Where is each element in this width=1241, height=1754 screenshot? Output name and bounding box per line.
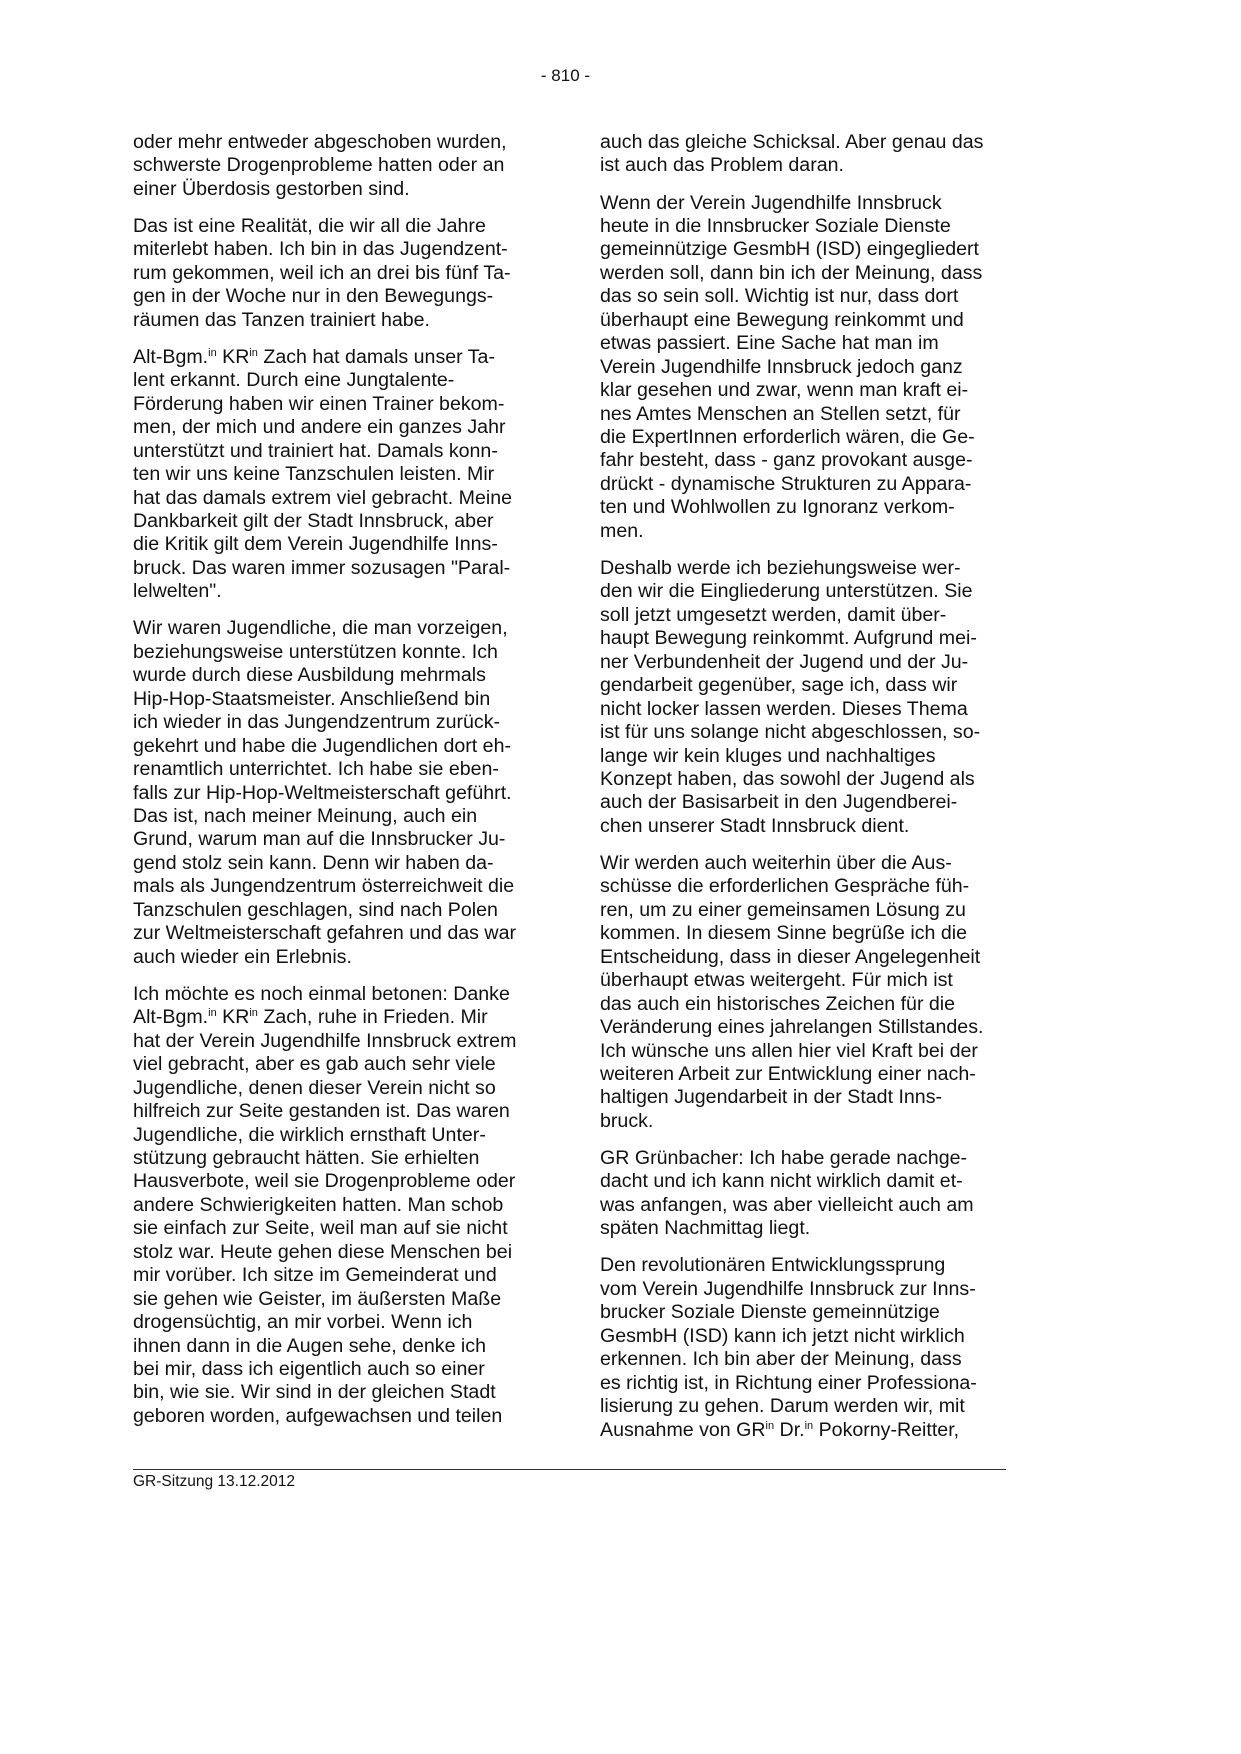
page-number: - 810 -	[540, 66, 591, 85]
text-line: zur Weltmeisterschaft gefahren und das war	[133, 922, 516, 945]
text-line: Den revolutionären Entwicklungssprung	[600, 1254, 946, 1277]
text-line: heute in die Innsbrucker Soziale Dienste	[600, 214, 951, 237]
text-line: Hip-Hop-Staatsmeister. Anschließend bin	[133, 687, 491, 710]
footer-session-date: GR-Sitzung 13.12.2012	[133, 1473, 295, 1490]
text-line: Ich wünsche uns allen hier viel Kraft bei der	[600, 1039, 978, 1062]
text-line: Dankbarkeit gilt der Stadt Innsbruck, aber	[133, 509, 494, 532]
text-line: Entscheidung, dass in dieser Angelegenheit	[600, 945, 981, 968]
text-line: den wir die Eingliederung unterstützen. Sie	[600, 580, 973, 603]
text-line: wurde durch diese Ausbildung mehrmals	[133, 664, 486, 687]
text-line: men.	[600, 519, 644, 542]
text-line: gend stolz sein kann. Denn wir haben da-	[133, 851, 494, 874]
text-line: vom Verein Jugendhilfe Innsbruck zur Inns-	[600, 1277, 976, 1300]
text-line: lange wir kein kluges und nachhaltiges	[600, 744, 936, 767]
text-line: werden soll, dann bin ich der Meinung, dass	[600, 261, 983, 284]
text-segment: Zach hat damals unser Ta-	[257, 345, 495, 368]
text-line: ner Verbundenheit der Jugend und der Ju-	[600, 650, 969, 673]
text-line: gen in der Woche nur in den Bewegungs-	[133, 285, 494, 308]
paragraph	[133, 215, 538, 332]
text-line: bin, wie sie. Wir sind in der gleichen Stadt	[133, 1381, 496, 1404]
text-line: lelwelten".	[133, 580, 222, 603]
footer-divider	[133, 1469, 1006, 1470]
text-line: mir vorüber. Ich sitze im Gemeinderat und	[133, 1264, 497, 1287]
text-line	[600, 1419, 1010, 1442]
text-line: andere Schwierigkeiten hatten. Man schob	[133, 1193, 504, 1216]
text-segment: Ausnahme von GR	[600, 1418, 766, 1441]
text-line: Das ist, nach meiner Meinung, auch ein	[133, 805, 478, 828]
text-line: ist auch das Problem daran.	[600, 154, 844, 177]
text-line: kommen. In diesem Sinne begrüße ich die	[600, 922, 968, 945]
text-line: gendarbeit gegenüber, sage ich, dass wir	[600, 674, 958, 697]
text-line: soll jetzt umgesetzt werden, damit über-	[600, 603, 947, 626]
paragraph	[600, 1254, 1010, 1442]
text-line: GR Grünbacher: Ich habe gerade nachge-	[600, 1146, 968, 1169]
text-line: das auch ein historisches Zeichen für die	[600, 992, 956, 1015]
text-line: es richtig ist, in Richtung einer Professiona-	[600, 1371, 977, 1394]
text-line	[133, 1006, 538, 1029]
text-line: lisierung zu gehen. Darum werden wir, mit	[600, 1395, 965, 1418]
text-line: weiteren Arbeit zur Entwicklung einer nach-	[600, 1063, 976, 1085]
text-line: klar gesehen und zwar, wenn man kraft ei-	[600, 379, 969, 402]
text-line	[133, 346, 538, 369]
text-line: Deshalb werde ich beziehungsweise wer-	[600, 556, 961, 579]
superscript: in	[208, 346, 217, 359]
text-line: ren, um zu einer gemeinsamen Lösung zu	[600, 898, 966, 921]
text-line: Jugendliche, denen dieser Verein nicht so	[133, 1076, 496, 1099]
text-line: ihnen dann in die Augen sehe, denke ich	[133, 1334, 486, 1357]
text-line: nicht locker lassen werden. Dieses Thema	[600, 697, 968, 720]
superscript: in	[208, 1007, 217, 1020]
text-line: späten Nachmittag liegt.	[600, 1217, 811, 1240]
text-line: ten und Wohlwollen zu Ignoranz verkom-	[600, 496, 955, 519]
text-line: Tanzschulen geschlagen, sind nach Polen	[133, 898, 498, 921]
text-line: Wir werden auch weiterhin über die Aus-	[600, 851, 952, 874]
text-line: lent erkannt. Durch eine Jungtalente-	[133, 369, 455, 392]
superscript: in	[249, 1007, 258, 1020]
text-line: schüsse die erforderlichen Gespräche füh-	[600, 875, 970, 898]
text-line: ist für uns solange nicht abgeschlossen, so-	[600, 721, 981, 744]
text-line: einer Überdosis gestorben sind.	[133, 177, 410, 200]
text-line: drückt - dynamische Strukturen zu Appara-	[600, 472, 972, 495]
paragraph	[600, 192, 1010, 544]
text-segment: Dr.	[774, 1418, 805, 1441]
paragraph	[133, 346, 538, 604]
text-line: die Kritik gilt dem Verein Jugendhilfe Inns-	[133, 533, 498, 556]
text-line: oder mehr entweder abgeschoben wurden,	[133, 131, 507, 153]
text-line: rum gekommen, weil ich an drei bis fünf Ta-	[133, 261, 511, 284]
text-line: schwerste Drogenprobleme hatten oder an	[133, 154, 505, 177]
superscript: in	[249, 346, 258, 359]
text-line: renamtlich unterrichtet. Ich habe sie eben-	[133, 758, 499, 781]
text-line: ich wieder in das Jungendzentrum zurück-	[133, 711, 501, 734]
text-line: sie einfach zur Seite, weil man auf sie nicht	[133, 1217, 508, 1240]
text-line: bei mir, dass ich eigentlich auch so einer	[133, 1358, 485, 1381]
text-line: ten wir uns keine Tanzschulen leisten. Mir	[133, 463, 495, 486]
paragraph	[600, 852, 1010, 1133]
text-line: Verein Jugendhilfe Innsbruck jedoch ganz	[600, 355, 963, 378]
text-line: überhaupt eine Bewegung reinkommt und	[600, 308, 964, 331]
text-segment: KR	[216, 1006, 250, 1029]
text-line: räumen das Tanzen trainiert habe.	[133, 308, 430, 331]
text-line: dacht und ich kann nicht wirklich damit et-	[600, 1170, 963, 1193]
text-segment: KR	[216, 345, 250, 368]
text-line: auch das gleiche Schicksal. Aber genau das	[600, 131, 984, 153]
text-line: die ExpertInnen erforderlich wären, die Ge-	[600, 426, 975, 449]
text-line: fahr besteht, dass - ganz provokant ausge-	[600, 449, 973, 472]
text-line: chen unserer Stadt Innsbruck dient.	[600, 814, 910, 837]
paragraph	[133, 131, 538, 201]
text-line: Hausverbote, weil sie Drogenprobleme oder	[133, 1170, 516, 1193]
text-line: Veränderung eines jahrelangen Stillstandes.	[600, 1016, 984, 1039]
text-line: überhaupt etwas weitergeht. Für mich ist	[600, 969, 953, 992]
text-line: brucker Soziale Dienste gemeinnützige	[600, 1301, 940, 1324]
text-line: etwas passiert. Eine Sache hat man im	[600, 332, 939, 355]
text-line: Grund, warum man auf die Innsbrucker Ju-	[133, 828, 506, 851]
text-line: das so sein soll. Wichtig ist nur, dass dort	[600, 285, 959, 308]
text-line: auch der Basisarbeit in den Jugendberei-	[600, 791, 958, 814]
text-line: viel gebracht, aber es gab auch sehr viele	[133, 1053, 496, 1076]
text-line: Förderung haben wir einen Trainer bekom-	[133, 392, 505, 415]
text-line: geboren worden, aufgewachsen und teilen	[133, 1404, 503, 1427]
text-line: was anfangen, was aber vielleicht auch am	[600, 1193, 974, 1216]
left-column	[133, 131, 538, 1442]
text-line: men, der mich und andere ein ganzes Jahr	[133, 416, 506, 439]
text-line: haupt Bewegung reinkommt. Aufgrund mei-	[600, 627, 977, 650]
paragraph	[133, 983, 538, 1429]
text-line: hat das damals extrem viel gebracht. Meine	[133, 486, 512, 509]
text-line: erkennen. Ich bin aber der Meinung, dass	[600, 1348, 962, 1371]
text-line: Konzept haben, das sowohl der Jugend als	[600, 767, 975, 790]
text-line: Wir waren Jugendliche, die man vorzeigen,	[133, 617, 508, 640]
text-line: Wenn der Verein Jugendhilfe Innsbruck	[600, 191, 942, 214]
text-line: stützung gebraucht hätten. Sie erhielten	[133, 1146, 480, 1169]
text-line: unterstützt und trainiert hat. Damals konn-	[133, 439, 498, 462]
paragraph	[133, 617, 538, 969]
text-segment: Alt-Bgm.	[133, 345, 209, 368]
paragraph	[600, 1147, 1010, 1241]
text-line: gekehrt und habe die Jugendlichen dort eh-	[133, 734, 512, 757]
text-line: nes Amtes Menschen an Stellen setzt, für	[600, 402, 961, 425]
text-line: beziehungsweise unterstützen konnte. Ich	[133, 640, 498, 663]
text-line: haltigen Jugendarbeit in der Stadt Inns-	[600, 1086, 943, 1109]
text-line: bruck. Das waren immer sozusagen "Paral-	[133, 556, 511, 579]
text-line: Das ist eine Realität, die wir all die Jahre	[133, 214, 486, 237]
superscript: in	[765, 1419, 775, 1432]
text-line: bruck.	[600, 1109, 654, 1132]
text-line: stolz war. Heute gehen diese Menschen bei	[133, 1240, 513, 1263]
text-line: Jugendliche, die wirklich ernsthaft Unter-	[133, 1123, 486, 1146]
text-line: miterlebt haben. Ich bin in das Jugendzent-	[133, 238, 508, 261]
text-line: hat der Verein Jugendhilfe Innsbruck extrem	[133, 1029, 517, 1052]
superscript: in	[804, 1419, 814, 1432]
text-line: sie gehen wie Geister, im äußersten Maße	[133, 1287, 502, 1310]
text-line: auch wieder ein Erlebnis.	[133, 945, 352, 968]
text-line: Ich möchte es noch einmal betonen: Danke	[133, 982, 510, 1005]
text-segment: Pokorny-Reitter,	[813, 1418, 960, 1441]
text-line: hilfreich zur Seite gestanden ist. Das waren	[133, 1100, 510, 1123]
text-line: drogensüchtig, an mir vorbei. Wenn ich	[133, 1311, 473, 1334]
text-line: mals als Jungendzentrum österreichweit die	[133, 875, 515, 898]
paragraph	[600, 557, 1010, 838]
right-column	[600, 131, 1010, 1456]
text-line: GesmbH (ISD) kann ich jetzt nicht wirklich	[600, 1324, 965, 1347]
paragraph	[600, 131, 1010, 178]
text-line: falls zur Hip-Hop-Weltmeisterschaft geführt.	[133, 781, 512, 804]
text-segment: Zach, ruhe in Frieden. Mir	[257, 1006, 488, 1029]
text-segment: Alt-Bgm.	[133, 1006, 209, 1029]
text-line: gemeinnützige GesmbH (ISD) eingegliedert	[600, 238, 979, 261]
